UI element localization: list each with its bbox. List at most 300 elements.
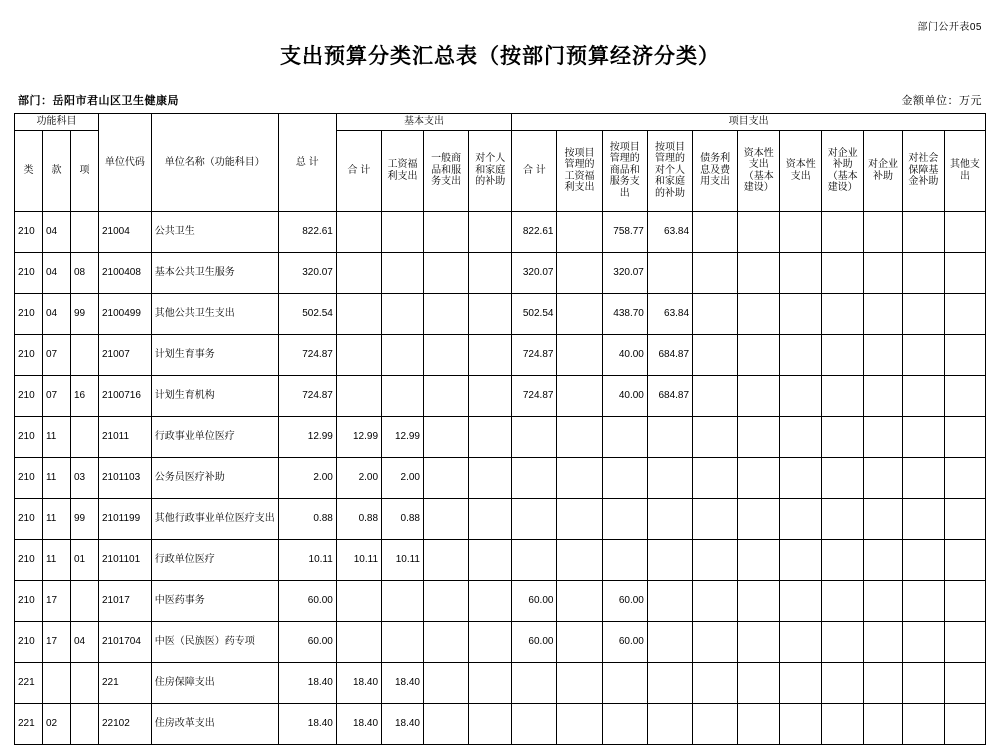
cell-basic-salary: 2.00 [382,457,424,498]
table-row [15,211,986,252]
cell-xiang: 99 [70,498,98,539]
cell-basic-salary: 10.11 [382,539,424,580]
cell-project-total: 60.00 [512,621,557,662]
cell-enterprise-subsidy [864,621,903,662]
cell-basic-total [336,252,381,293]
cell-project-goods: 40.00 [602,375,647,416]
cell-project-person-family [647,457,692,498]
cell-xiang [70,703,98,744]
cell-project-total: 822.61 [512,211,557,252]
table-row [15,293,986,334]
cell-project-total [512,662,557,703]
cell-capital-basic [738,416,780,457]
cell-enterprise-subsidy-basic [822,334,864,375]
cell-enterprise-subsidy-basic [822,252,864,293]
cell-debt-interest [693,621,738,662]
cell-enterprise-subsidy-basic [822,211,864,252]
cell-unit-code: 2100716 [98,375,151,416]
cell-basic-goods [424,334,469,375]
cell-basic-person-family [469,375,512,416]
cell-basic-person-family [469,293,512,334]
cell-social-security-fund [902,416,944,457]
cell-basic-salary [382,252,424,293]
cell-project-salary [557,211,602,252]
cell-capital [780,375,822,416]
cell-enterprise-subsidy-basic [822,539,864,580]
cell-basic-goods [424,621,469,662]
cell-kuan: 11 [42,498,70,539]
cell-capital [780,293,822,334]
cell-unit-name: 其他公共卫生支出 [151,293,278,334]
cell-enterprise-subsidy-basic [822,662,864,703]
cell-basic-goods [424,539,469,580]
cell-basic-salary [382,580,424,621]
cell-xiang [70,211,98,252]
cell-capital [780,416,822,457]
cell-project-person-family [647,416,692,457]
cell-unit-name: 住房保障支出 [151,662,278,703]
cell-basic-goods [424,375,469,416]
cell-basic-person-family [469,539,512,580]
cell-total: 0.88 [278,498,336,539]
cell-debt-interest [693,498,738,539]
cell-unit-code: 2101101 [98,539,151,580]
cell-project-total: 724.87 [512,375,557,416]
cell-capital [780,334,822,375]
header-basic-total: 合 计 [336,130,381,211]
cell-project-salary [557,252,602,293]
cell-project-total: 724.87 [512,334,557,375]
header-project-expenditure: 项目支出 [512,114,986,131]
cell-project-person-family: 63.84 [647,293,692,334]
cell-basic-salary: 0.88 [382,498,424,539]
cell-basic-total: 18.40 [336,703,381,744]
cell-project-goods [602,662,647,703]
header-basic-person-family: 对个人和家庭的补助 [469,130,512,211]
cell-total: 724.87 [278,375,336,416]
cell-enterprise-subsidy-basic [822,621,864,662]
cell-social-security-fund [902,252,944,293]
cell-project-total [512,457,557,498]
cell-capital-basic [738,621,780,662]
cell-capital [780,498,822,539]
cell-basic-salary: 18.40 [382,703,424,744]
cell-basic-total [336,375,381,416]
cell-basic-salary [382,293,424,334]
cell-basic-salary [382,211,424,252]
cell-xiang: 01 [70,539,98,580]
cell-enterprise-subsidy [864,457,903,498]
cell-unit-name: 中医药事务 [151,580,278,621]
department-label: 部门：岳阳市君山区卫生健康局 [18,95,179,107]
cell-enterprise-subsidy-basic [822,703,864,744]
header-row-1 [15,114,986,131]
cell-project-salary [557,375,602,416]
cell-project-person-family [647,703,692,744]
cell-debt-interest [693,539,738,580]
cell-kuan: 11 [42,457,70,498]
cell-project-person-family [647,621,692,662]
cell-basic-goods [424,211,469,252]
cell-project-total [512,703,557,744]
cell-project-total [512,498,557,539]
cell-enterprise-subsidy-basic [822,498,864,539]
cell-total: 724.87 [278,334,336,375]
cell-debt-interest [693,662,738,703]
cell-basic-total [336,580,381,621]
cell-unit-code: 2101103 [98,457,151,498]
header-function-subject: 功能科目 [15,114,99,131]
cell-enterprise-subsidy-basic [822,416,864,457]
cell-kuan: 11 [42,539,70,580]
cell-enterprise-subsidy [864,252,903,293]
cell-project-person-family [647,662,692,703]
cell-lei: 210 [15,293,43,334]
cell-lei: 210 [15,539,43,580]
cell-basic-total [336,293,381,334]
header-xiang: 项 [70,130,98,211]
cell-other [944,334,985,375]
cell-total: 12.99 [278,416,336,457]
cell-lei: 210 [15,621,43,662]
cell-project-salary [557,580,602,621]
cell-capital [780,580,822,621]
cell-social-security-fund [902,457,944,498]
header-kuan: 款 [42,130,70,211]
table-row [15,621,986,662]
cell-project-goods [602,416,647,457]
cell-basic-person-family [469,621,512,662]
meta-row [14,92,986,113]
cell-basic-person-family [469,498,512,539]
cell-unit-code: 221 [98,662,151,703]
cell-project-salary [557,662,602,703]
cell-lei: 210 [15,211,43,252]
table-row [15,375,986,416]
cell-capital-basic [738,662,780,703]
cell-capital-basic [738,457,780,498]
cell-lei: 210 [15,457,43,498]
cell-basic-goods [424,416,469,457]
cell-basic-total [336,211,381,252]
cell-enterprise-subsidy-basic [822,375,864,416]
page-title: 支出预算分类汇总表（按部门预算经济分类） [280,43,720,68]
cell-lei: 210 [15,334,43,375]
cell-project-goods [602,539,647,580]
cell-project-person-family: 63.84 [647,211,692,252]
table-body [15,211,986,744]
cell-social-security-fund [902,375,944,416]
cell-social-security-fund [902,621,944,662]
cell-basic-salary [382,375,424,416]
header-capital-basic: 资本性支出（基本建设） [738,130,780,211]
table-row [15,416,986,457]
cell-kuan: 17 [42,580,70,621]
cell-debt-interest [693,293,738,334]
cell-kuan: 04 [42,293,70,334]
cell-other [944,375,985,416]
cell-basic-goods [424,498,469,539]
cell-enterprise-subsidy [864,498,903,539]
cell-social-security-fund [902,334,944,375]
cell-basic-total: 12.99 [336,416,381,457]
cell-basic-person-family [469,334,512,375]
cell-project-person-family: 684.87 [647,375,692,416]
cell-basic-person-family [469,252,512,293]
cell-lei: 210 [15,375,43,416]
cell-basic-person-family [469,211,512,252]
table-row [15,703,986,744]
header-social-security-fund: 对社会保障基金补助 [902,130,944,211]
cell-debt-interest [693,252,738,293]
cell-kuan [42,662,70,703]
cell-project-total: 502.54 [512,293,557,334]
header-project-goods: 按项目管理的商品和服务支出 [602,130,647,211]
cell-other [944,662,985,703]
cell-unit-name: 行政事业单位医疗 [151,416,278,457]
cell-kuan: 02 [42,703,70,744]
cell-project-person-family [647,539,692,580]
cell-lei: 210 [15,252,43,293]
cell-project-salary [557,539,602,580]
cell-basic-salary [382,621,424,662]
cell-xiang: 99 [70,293,98,334]
header-unit-name: 单位名称（功能科目） [151,114,278,212]
cell-basic-total: 10.11 [336,539,381,580]
cell-capital [780,621,822,662]
cell-enterprise-subsidy-basic [822,293,864,334]
cell-project-salary [557,416,602,457]
cell-lei: 210 [15,498,43,539]
cell-other [944,293,985,334]
cell-debt-interest [693,416,738,457]
cell-lei: 210 [15,416,43,457]
cell-basic-person-family [469,703,512,744]
cell-enterprise-subsidy [864,539,903,580]
cell-unit-code: 2100499 [98,293,151,334]
cell-project-goods: 438.70 [602,293,647,334]
cell-debt-interest [693,375,738,416]
cell-capital [780,662,822,703]
cell-project-goods: 40.00 [602,334,647,375]
cell-basic-goods [424,252,469,293]
table-row [15,334,986,375]
cell-project-total: 60.00 [512,580,557,621]
cell-capital-basic [738,539,780,580]
cell-project-person-family [647,580,692,621]
cell-total: 502.54 [278,293,336,334]
cell-unit-code: 21007 [98,334,151,375]
cell-kuan: 11 [42,416,70,457]
cell-total: 2.00 [278,457,336,498]
cell-unit-name: 公共卫生 [151,211,278,252]
cell-project-salary [557,703,602,744]
cell-enterprise-subsidy [864,334,903,375]
cell-basic-person-family [469,416,512,457]
cell-basic-person-family [469,457,512,498]
cell-project-salary [557,457,602,498]
cell-basic-goods [424,293,469,334]
cell-capital-basic [738,375,780,416]
cell-enterprise-subsidy-basic [822,457,864,498]
cell-basic-goods [424,662,469,703]
cell-debt-interest [693,334,738,375]
header-enterprise-subsidy-basic: 对企业补助（基本建设） [822,130,864,211]
cell-enterprise-subsidy [864,416,903,457]
cell-capital-basic [738,211,780,252]
cell-xiang: 03 [70,457,98,498]
cell-capital [780,539,822,580]
cell-other [944,211,985,252]
cell-project-goods: 320.07 [602,252,647,293]
cell-capital-basic [738,580,780,621]
header-capital: 资本性支出 [780,130,822,211]
cell-total: 18.40 [278,662,336,703]
cell-other [944,252,985,293]
cell-social-security-fund [902,293,944,334]
budget-table [14,113,986,745]
cell-capital [780,211,822,252]
header-basic-goods: 一般商品和服务支出 [424,130,469,211]
cell-project-goods: 758.77 [602,211,647,252]
amount-unit-label: 金额单位：万元 [901,95,982,107]
cell-unit-name: 计划生育机构 [151,375,278,416]
cell-debt-interest [693,703,738,744]
cell-basic-total [336,334,381,375]
cell-project-person-family [647,252,692,293]
table-row [15,252,986,293]
cell-basic-salary: 12.99 [382,416,424,457]
cell-capital-basic [738,252,780,293]
cell-unit-code: 22102 [98,703,151,744]
cell-basic-total [336,621,381,662]
cell-capital-basic [738,293,780,334]
cell-other [944,621,985,662]
cell-total: 60.00 [278,580,336,621]
header-lei: 类 [15,130,43,211]
table-head [15,114,986,212]
cell-lei: 221 [15,662,43,703]
cell-basic-salary: 18.40 [382,662,424,703]
cell-xiang [70,416,98,457]
cell-capital-basic [738,498,780,539]
header-other: 其他支出 [944,130,985,211]
table-row [15,662,986,703]
cell-xiang: 16 [70,375,98,416]
cell-project-goods [602,457,647,498]
table-row [15,580,986,621]
cell-project-salary [557,621,602,662]
header-project-person-family: 按项目管理的对个人和家庭的补助 [647,130,692,211]
cell-enterprise-subsidy [864,580,903,621]
cell-social-security-fund [902,703,944,744]
cell-total: 60.00 [278,621,336,662]
cell-unit-code: 2101704 [98,621,151,662]
header-unit-code: 单位代码 [98,114,151,212]
cell-project-person-family: 684.87 [647,334,692,375]
header-debt-interest: 债务利息及费用支出 [693,130,738,211]
cell-unit-name: 中医（民族医）药专项 [151,621,278,662]
cell-debt-interest [693,457,738,498]
cell-kuan: 07 [42,375,70,416]
cell-xiang [70,662,98,703]
cell-other [944,457,985,498]
header-basic-salary: 工资福利支出 [382,130,424,211]
cell-basic-goods [424,580,469,621]
cell-capital-basic [738,334,780,375]
cell-unit-name: 计划生育事务 [151,334,278,375]
cell-unit-code: 21004 [98,211,151,252]
cell-xiang: 08 [70,252,98,293]
cell-other [944,416,985,457]
cell-kuan: 07 [42,334,70,375]
cell-project-goods: 60.00 [602,580,647,621]
cell-enterprise-subsidy [864,293,903,334]
cell-enterprise-subsidy [864,662,903,703]
header-enterprise-subsidy: 对企业补助 [864,130,903,211]
cell-basic-goods [424,703,469,744]
table-row [15,498,986,539]
cell-social-security-fund [902,539,944,580]
table-row [15,539,986,580]
cell-xiang: 04 [70,621,98,662]
cell-lei: 221 [15,703,43,744]
cell-capital [780,252,822,293]
form-code-label: 部门公开表05 [917,22,982,33]
cell-kuan: 17 [42,621,70,662]
cell-lei: 210 [15,580,43,621]
cell-xiang [70,334,98,375]
cell-unit-name: 其他行政事业单位医疗支出 [151,498,278,539]
cell-kuan: 04 [42,252,70,293]
cell-project-total [512,416,557,457]
cell-project-goods [602,498,647,539]
cell-project-salary [557,498,602,539]
cell-total: 10.11 [278,539,336,580]
cell-unit-name: 住房改革支出 [151,703,278,744]
cell-enterprise-subsidy [864,211,903,252]
cell-capital-basic [738,703,780,744]
cell-debt-interest [693,211,738,252]
cell-basic-person-family [469,580,512,621]
header-project-salary: 按项目管理的工资福利支出 [557,130,602,211]
cell-project-salary [557,293,602,334]
header-project-total: 合 计 [512,130,557,211]
cell-xiang [70,580,98,621]
cell-total: 822.61 [278,211,336,252]
cell-basic-salary [382,334,424,375]
cell-unit-code: 21017 [98,580,151,621]
cell-unit-name: 行政单位医疗 [151,539,278,580]
cell-project-total [512,539,557,580]
cell-project-goods: 60.00 [602,621,647,662]
cell-social-security-fund [902,580,944,621]
cell-basic-total: 0.88 [336,498,381,539]
cell-project-person-family [647,498,692,539]
cell-basic-total: 2.00 [336,457,381,498]
header-total: 总 计 [278,114,336,212]
cell-other [944,703,985,744]
cell-unit-code: 2100408 [98,252,151,293]
cell-kuan: 04 [42,211,70,252]
cell-other [944,539,985,580]
cell-total: 18.40 [278,703,336,744]
cell-enterprise-subsidy-basic [822,580,864,621]
cell-basic-person-family [469,662,512,703]
cell-other [944,580,985,621]
cell-enterprise-subsidy [864,703,903,744]
cell-social-security-fund [902,662,944,703]
